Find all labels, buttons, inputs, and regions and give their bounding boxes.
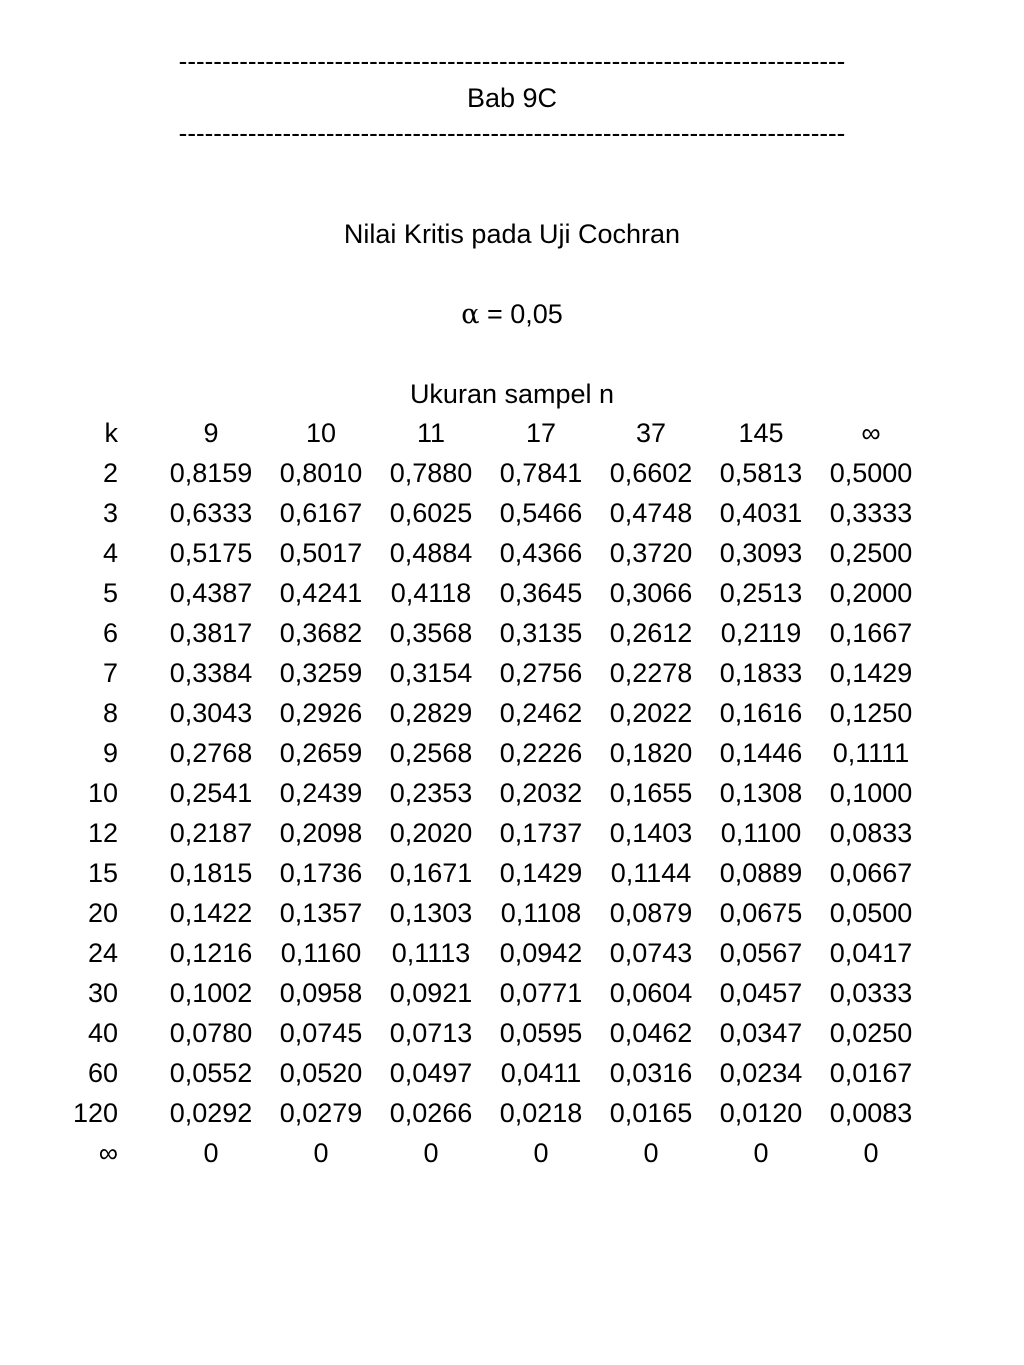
critical-value-cell: 0,2541 xyxy=(169,777,253,808)
critical-value-cell: 0,2612 xyxy=(609,617,693,648)
table-row xyxy=(60,453,926,493)
critical-value-cell: 0,0921 xyxy=(389,977,473,1008)
k-value-cell: 12 xyxy=(87,817,118,848)
critical-value-cell: 0,4884 xyxy=(389,537,473,568)
sample-size-label: Ukuran sampel n xyxy=(409,379,615,409)
critical-value-cell: 0,1108 xyxy=(500,897,582,928)
critical-value-cell: 0,8159 xyxy=(169,457,253,488)
column-spacer xyxy=(118,773,156,813)
column-spacer xyxy=(118,453,156,493)
critical-value-cell: 0,5017 xyxy=(279,537,363,568)
k-value-cell: 3 xyxy=(102,497,118,528)
critical-value-cell: 0,2926 xyxy=(279,697,363,728)
n-column-header: 17 xyxy=(525,417,557,448)
table-row xyxy=(60,893,926,933)
column-spacer xyxy=(118,613,156,653)
critical-value-cell: 0,1446 xyxy=(719,737,803,768)
column-spacer xyxy=(118,573,156,613)
critical-value-cell: 0,0120 xyxy=(719,1097,803,1128)
page-title: Nilai Kritis pada Uji Cochran xyxy=(343,219,681,249)
critical-value-cell: 0,3154 xyxy=(389,657,473,688)
critical-value-cell: 0,5000 xyxy=(829,457,913,488)
k-value-cell: 10 xyxy=(87,777,118,808)
critical-value-cell: 0,2226 xyxy=(499,737,583,768)
critical-value-cell: 0,2187 xyxy=(169,817,253,848)
critical-value-cell: 0,3093 xyxy=(719,537,803,568)
k-value-cell: 9 xyxy=(102,737,118,768)
table-header-row xyxy=(60,413,926,453)
k-value-cell: 60 xyxy=(87,1057,118,1088)
table-row xyxy=(60,1013,926,1053)
critical-value-cell: 0,3259 xyxy=(279,657,363,688)
k-value-cell: 4 xyxy=(102,537,118,568)
column-spacer xyxy=(118,413,156,453)
critical-value-cell: 0,1422 xyxy=(169,897,253,928)
critical-value-cell: 0,8010 xyxy=(279,457,363,488)
table-row xyxy=(60,933,926,973)
k-value-cell: 7 xyxy=(102,657,118,688)
critical-value-cell: 0,1429 xyxy=(829,657,913,688)
critical-value-cell: 0,1160 xyxy=(280,937,362,968)
table-row xyxy=(60,613,926,653)
critical-value-cell: 0,7880 xyxy=(389,457,473,488)
critical-value-cell: 0,0780 xyxy=(169,1017,253,1048)
critical-value-cell: 0,2756 xyxy=(499,657,583,688)
critical-value-cell: 0,0292 xyxy=(169,1097,253,1128)
table-row xyxy=(60,653,926,693)
column-spacer xyxy=(118,1053,156,1093)
alpha-line xyxy=(0,299,1024,330)
critical-value-cell: 0,1655 xyxy=(609,777,693,808)
critical-value-cell: 0,0771 xyxy=(499,977,583,1008)
k-value-cell: 5 xyxy=(102,577,118,608)
critical-value-cell: 0,0879 xyxy=(609,897,693,928)
critical-value-cell: 0,0316 xyxy=(609,1057,693,1088)
critical-value-cell: 0,0250 xyxy=(829,1017,913,1048)
table-row xyxy=(60,773,926,813)
critical-value-cell: 0,0675 xyxy=(719,897,803,928)
critical-value-cell: 0,2500 xyxy=(829,537,913,568)
critical-value-cell: 0,2568 xyxy=(389,737,473,768)
alpha-symbol: α xyxy=(461,299,480,330)
critical-value-cell: 0,3682 xyxy=(279,617,363,648)
critical-value-cell: 0,1671 xyxy=(389,857,473,888)
critical-value-cell: 0,1667 xyxy=(829,617,913,648)
critical-value-cell: 0,2098 xyxy=(279,817,363,848)
critical-value-cell: 0,1002 xyxy=(169,977,253,1008)
k-value-cell: 6 xyxy=(102,617,118,648)
critical-value-cell: 0,0942 xyxy=(499,937,583,968)
n-column-header: 9 xyxy=(203,417,219,448)
critical-value-cell: 0,5175 xyxy=(169,537,253,568)
critical-value-cell: 0,0279 xyxy=(279,1097,363,1128)
critical-value-cell: 0,1736 xyxy=(279,857,363,888)
k-value-cell: 24 xyxy=(87,937,118,968)
critical-value-cell: 0,7841 xyxy=(499,457,583,488)
critical-value-cell: 0,0462 xyxy=(609,1017,693,1048)
critical-value-cell: 0,2768 xyxy=(169,737,253,768)
critical-value-cell: 0,2278 xyxy=(609,657,693,688)
critical-value-cell: 0,2020 xyxy=(389,817,473,848)
critical-value-cell: 0,1100 xyxy=(720,817,802,848)
k-value-cell: 120 xyxy=(72,1097,118,1128)
critical-value-cell: 0,0497 xyxy=(389,1057,473,1088)
critical-value-cell: 0,2353 xyxy=(389,777,473,808)
column-spacer xyxy=(118,1013,156,1053)
critical-value-cell: 0 xyxy=(423,1137,439,1168)
n-column-header: ∞ xyxy=(861,417,881,448)
critical-value-cell: 0,1820 xyxy=(609,737,693,768)
table-row xyxy=(60,1053,926,1093)
critical-value-cell: 0 xyxy=(753,1137,769,1168)
column-spacer xyxy=(118,973,156,1013)
critical-value-cell: 0,1144 xyxy=(610,857,692,888)
column-spacer xyxy=(118,813,156,853)
n-column-header: 37 xyxy=(635,417,667,448)
critical-value-cell: 0,0167 xyxy=(829,1057,913,1088)
critical-value-cell: 0,3817 xyxy=(169,617,253,648)
critical-value-cell: 0,3333 xyxy=(829,497,913,528)
critical-value-cell: 0,1616 xyxy=(719,697,803,728)
n-column-header: 10 xyxy=(305,417,337,448)
critical-value-cell: 0,2032 xyxy=(499,777,583,808)
alpha-value: = 0,05 xyxy=(479,299,563,329)
table-body xyxy=(60,453,926,1173)
critical-value-cell: 0,2439 xyxy=(279,777,363,808)
critical-value-cell: 0 xyxy=(643,1137,659,1168)
k-value-cell: 40 xyxy=(87,1017,118,1048)
k-value-cell: ∞ xyxy=(98,1137,118,1168)
column-spacer xyxy=(118,1093,156,1133)
critical-value-cell: 0,6167 xyxy=(279,497,363,528)
critical-value-cell: 0,1000 xyxy=(829,777,913,808)
table-row xyxy=(60,493,926,533)
table-row xyxy=(60,693,926,733)
k-value-cell: 15 xyxy=(87,857,118,888)
table-row xyxy=(60,973,926,1013)
critical-value-cell: 0,0417 xyxy=(829,937,913,968)
column-spacer xyxy=(118,533,156,573)
critical-value-cell: 0,2119 xyxy=(720,617,802,648)
critical-value-cell: 0,0083 xyxy=(829,1097,913,1128)
column-spacer xyxy=(118,853,156,893)
critical-value-cell: 0,1737 xyxy=(499,817,583,848)
column-spacer xyxy=(118,493,156,533)
critical-value-cell: 0,1308 xyxy=(719,777,803,808)
table-row xyxy=(60,853,926,893)
critical-value-cell: 0,0889 xyxy=(719,857,803,888)
critical-value-cell: 0,0833 xyxy=(829,817,913,848)
chapter-label: Bab 9C xyxy=(466,83,558,113)
critical-value-cell: 0,3066 xyxy=(609,577,693,608)
critical-value-cell: 0,0567 xyxy=(719,937,803,968)
critical-value-cell: 0,0218 xyxy=(499,1097,583,1128)
critical-value-cell: 0,0457 xyxy=(719,977,803,1008)
critical-value-cell: 0,3568 xyxy=(389,617,473,648)
k-column-header: k xyxy=(104,417,118,448)
critical-value-cell: 0,4387 xyxy=(169,577,253,608)
critical-value-cell: 0,4748 xyxy=(609,497,693,528)
n-column-header: 145 xyxy=(738,417,784,448)
critical-value-cell: 0,4366 xyxy=(499,537,583,568)
critical-value-cell: 0,2022 xyxy=(609,697,693,728)
critical-value-cell: 0,1357 xyxy=(279,897,363,928)
critical-value-cell: 0,0347 xyxy=(719,1017,803,1048)
critical-value-cell: 0,0266 xyxy=(389,1097,473,1128)
critical-value-cell: 0,6025 xyxy=(389,497,473,528)
critical-value-cell: 0,5813 xyxy=(719,457,803,488)
critical-value-cell: 0,0745 xyxy=(279,1017,363,1048)
critical-value-cell: 0 xyxy=(863,1137,879,1168)
critical-value-cell: 0,1250 xyxy=(829,697,913,728)
n-column-header: 11 xyxy=(416,417,446,448)
critical-value-cell: 0,0958 xyxy=(279,977,363,1008)
k-value-cell: 8 xyxy=(102,697,118,728)
critical-value-cell: 0,2829 xyxy=(389,697,473,728)
k-value-cell: 2 xyxy=(102,457,118,488)
critical-value-cell: 0,2462 xyxy=(499,697,583,728)
column-spacer xyxy=(118,893,156,933)
critical-value-cell: 0,2000 xyxy=(829,577,913,608)
table-row xyxy=(60,1093,926,1133)
column-spacer xyxy=(118,933,156,973)
critical-value-cell: 0,1303 xyxy=(389,897,473,928)
critical-value-cell: 0,0234 xyxy=(719,1057,803,1088)
critical-value-cell: 0,3135 xyxy=(499,617,583,648)
header-rule-top: ----------------------------------------------------------------------------- xyxy=(178,46,846,76)
critical-value-cell: 0,6602 xyxy=(609,457,693,488)
critical-value-cell: 0,0595 xyxy=(499,1017,583,1048)
critical-value-cell: 0,0500 xyxy=(829,897,913,928)
critical-value-cell: 0,0552 xyxy=(169,1057,253,1088)
critical-value-cell: 0,0743 xyxy=(609,937,693,968)
critical-value-cell: 0,1216 xyxy=(169,937,253,968)
critical-value-cell: 0,3645 xyxy=(499,577,583,608)
critical-value-cell: 0 xyxy=(533,1137,549,1168)
critical-value-cell: 0,2659 xyxy=(279,737,363,768)
critical-value-cell: 0,0520 xyxy=(279,1057,363,1088)
critical-value-cell: 0,0604 xyxy=(609,977,693,1008)
critical-value-cell: 0,1113 xyxy=(391,937,471,968)
critical-value-cell: 0,3720 xyxy=(609,537,693,568)
table-row xyxy=(60,733,926,773)
critical-value-cell: 0,0667 xyxy=(829,857,913,888)
table-row xyxy=(60,533,926,573)
critical-value-cell: 0,4118 xyxy=(390,577,472,608)
critical-value-cell: 0 xyxy=(313,1137,329,1168)
table-row xyxy=(60,573,926,613)
critical-value-cell: 0,3384 xyxy=(169,657,253,688)
critical-values-table xyxy=(60,413,926,1173)
critical-value-cell: 0,4241 xyxy=(279,577,363,608)
k-value-cell: 20 xyxy=(87,897,118,928)
critical-value-cell: 0,1833 xyxy=(719,657,803,688)
critical-value-cell: 0,0165 xyxy=(609,1097,693,1128)
column-spacer xyxy=(118,733,156,773)
critical-value-cell: 0,1429 xyxy=(499,857,583,888)
critical-value-cell: 0 xyxy=(203,1137,219,1168)
critical-value-cell: 0,1111 xyxy=(832,737,910,768)
table-row xyxy=(60,813,926,853)
critical-value-cell: 0,3043 xyxy=(169,697,253,728)
critical-value-cell: 0,2513 xyxy=(719,577,803,608)
critical-value-cell: 0,0333 xyxy=(829,977,913,1008)
column-spacer xyxy=(118,1133,156,1173)
critical-value-cell: 0,1815 xyxy=(169,857,253,888)
column-spacer xyxy=(118,653,156,693)
critical-value-cell: 0,0713 xyxy=(389,1017,473,1048)
critical-value-cell: 0,1403 xyxy=(609,817,693,848)
column-spacer xyxy=(118,693,156,733)
k-value-cell: 30 xyxy=(87,977,118,1008)
critical-value-cell: 0,0411 xyxy=(500,1057,582,1088)
critical-value-cell: 0,5466 xyxy=(499,497,583,528)
critical-value-cell: 0,6333 xyxy=(169,497,253,528)
critical-value-cell: 0,4031 xyxy=(719,497,803,528)
table-row xyxy=(60,1133,926,1173)
header-rule-bottom: ----------------------------------------------------------------------------- xyxy=(178,118,846,148)
